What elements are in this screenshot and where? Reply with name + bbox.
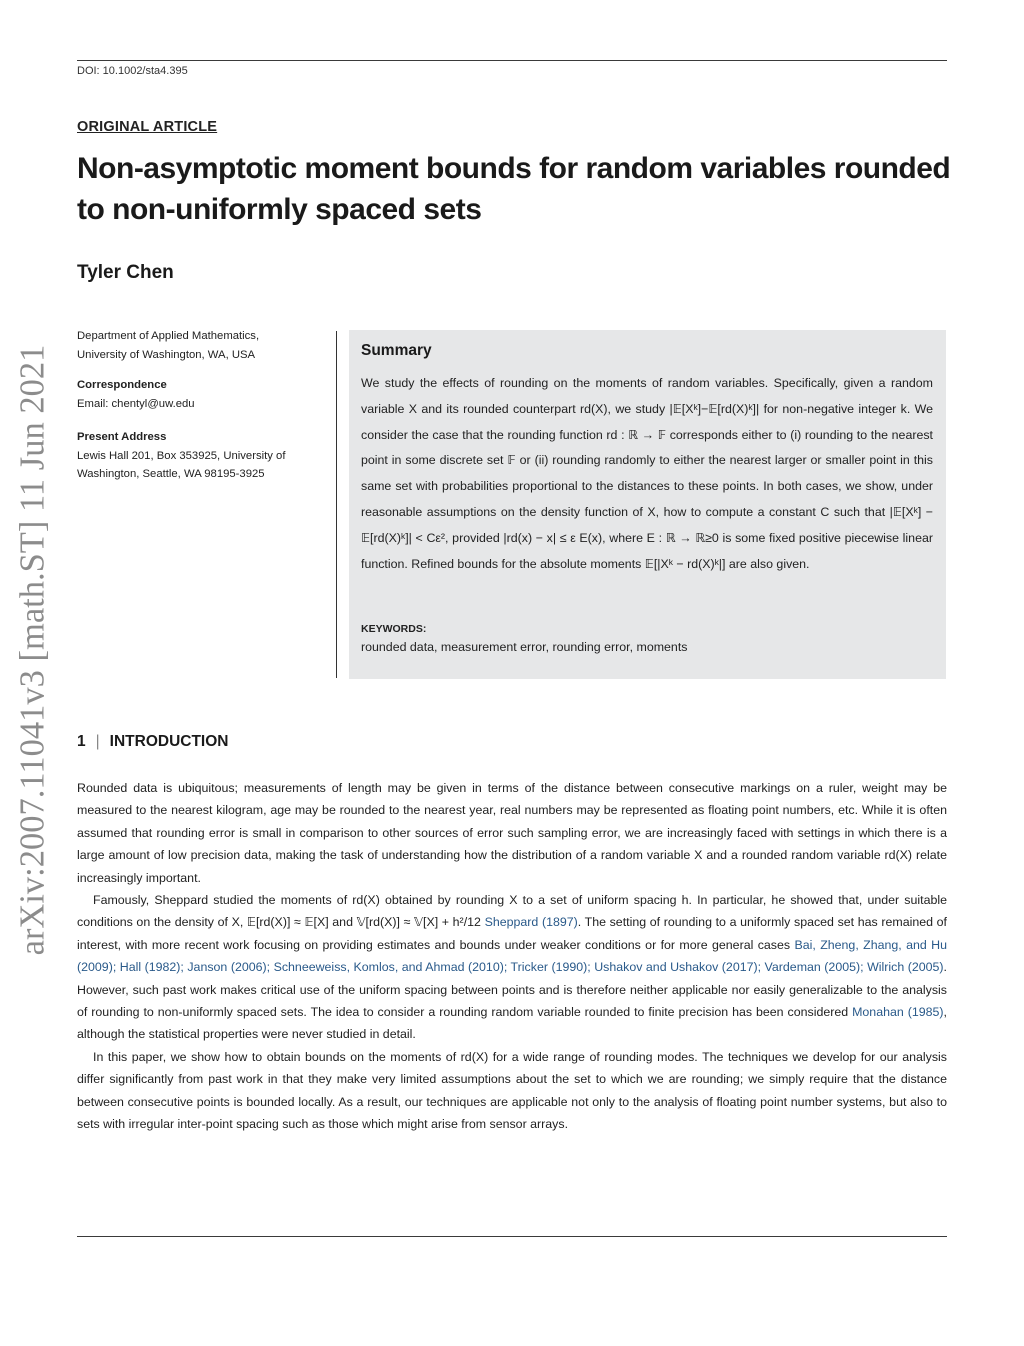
section-number: 1 (77, 733, 86, 750)
paragraph-2-text-b: . The setting of rounding to a uniformly spaced set has remained of interest, with more recent work focusing on providing estimates and bounds under weaker conditions or for more general cases (77, 915, 948, 952)
section-heading (77, 733, 228, 751)
paragraph-3: In this paper, we show how to obtain bounds on the moments of rd(X) for a wide range of rounding modes. The techniques we develop for our analysis differ significantly from past work in that they make very limited assumptions about the set to which we are rounding; we simply require that the distance between consecutive points is bounded locally. As a result, our techniques are applicable not only to the analysis of floating point number systems, but also to sets with irregular inter-point spacing such as those which might arise from sensor arrays. (77, 1049, 947, 1132)
present-address-label: Present Address (77, 431, 167, 443)
paragraph-2-text-a: Famously, Sheppard studied the moments of rd(X) obtained by rounding X to a set of uniform spacing h. In particular, he showed that, under suitable conditions on the density of X, 𝔼[rd(X)] ≈ 𝔼[X] and 𝕍[rd(X)] ≈ 𝕍[X] + h²/12 (77, 893, 947, 930)
affiliation (77, 327, 322, 364)
paper-title: Non-asymptotic moment bounds for random variables rounded to non-uniformly spaced sets (77, 152, 951, 226)
arxiv-stamp-text: arXiv:2007.11041v3 [math.ST] 11 Jun 2021 (13, 344, 52, 956)
paragraph-1: Rounded data is ubiquitous; measurements of length may be given in terms of the distance between consecutive markings on a ruler, weight may be measured to the nearest kilogram, age may be rounded to the nearest year, real numbers may be represented as floating point numbers, etc. While it is often assumed that rounding error is small in comparison to other sources of error such sampling error, we are increasingly faced with settings in which there is a large amount of low precision data, making the task of understanding how the distribution of a random variable X and a rounded random variable rd(X) relate increasingly important. (77, 781, 947, 885)
keywords-text: rounded data, measurement error, rounding error, moments (361, 640, 688, 654)
correspondence-email[interactable]: Email: chentyl@uw.edu (77, 397, 195, 410)
article-type: ORIGINAL ARTICLE (77, 119, 218, 135)
paragraph-2 (77, 889, 947, 1046)
correspondence-label: Correspondence (77, 379, 167, 391)
column-divider (336, 331, 337, 678)
citation-list[interactable]: Bai, Zheng, Zhang, and Hu (2009); Hall (1982); Janson (2006); Schneeweiss, Komlos, and Ahmad (2010); Tricker (1990); Ushakov and Ushakov (2017); Vardeman (2005); Wilrich (2005) (77, 937, 947, 975)
citation-monahan[interactable]: Monahan (1985) (852, 1005, 944, 1020)
summary-box (349, 330, 946, 679)
present-address-text: Lewis Hall 201, Box 353925, University of Washington, Seattle, WA 98195-3925 (77, 449, 286, 480)
department-line-1: Department of Applied Mathematics, (77, 330, 260, 342)
summary-heading: Summary (361, 342, 432, 359)
doi[interactable]: DOI: 10.1002/sta4.395 (77, 65, 188, 77)
paragraph-2-text-d: , although the statistical properties were never studied in detail. (77, 1005, 947, 1042)
section-separator: | (95, 733, 100, 750)
keywords-label: KEYWORDS: (361, 623, 427, 635)
present-address (77, 428, 322, 484)
citation-sheppard[interactable]: Sheppard (1897) (484, 915, 578, 930)
correspondence (77, 376, 322, 413)
bottom-rule (77, 1236, 947, 1237)
introduction-body (77, 777, 947, 1136)
summary-text: We study the effects of rounding on the moments of random variables. Specifically, given a random variable X and its rounded counterpart rd(X), we study |𝔼[Xᵏ]−𝔼[rd(X)ᵏ]| for non-negative integer k. We consider the case that the rounding function rd : ℝ → 𝔽 corresponds either to (i) rounding to the nearest point in some discrete set 𝔽 or (ii) rounding randomly to either the nearest larger or smaller point in this same set with probabilities proportional to the distances to these points. In both cases, we show, under reasonable assumptions on the density function of X, how to compute a constant C such that |𝔼[Xᵏ] − 𝔼[rd(X)ᵏ]| < Cε², provided |rd(x) − x| ≤ ε E(x), where E : ℝ → ℝ≥0 is some fixed positive piecewise linear function. Refined bounds for the absolute moments 𝔼[|Xᵏ − rd(X)ᵏ|] are also given. (361, 376, 933, 571)
author-name: Tyler Chen (77, 262, 174, 283)
department-line-2: University of Washington, WA, USA (77, 348, 256, 361)
top-rule (77, 60, 947, 61)
section-title: INTRODUCTION (109, 733, 229, 750)
paragraph-2-text-c: . However, such past work makes critical use of the uniform spacing between points and is therefore neither applicable nor easily generalizable to the analysis of rounding to non-uniformly spaced sets. The idea to consider a rounding random variable rounded to finite precision has been considered (77, 960, 947, 1020)
